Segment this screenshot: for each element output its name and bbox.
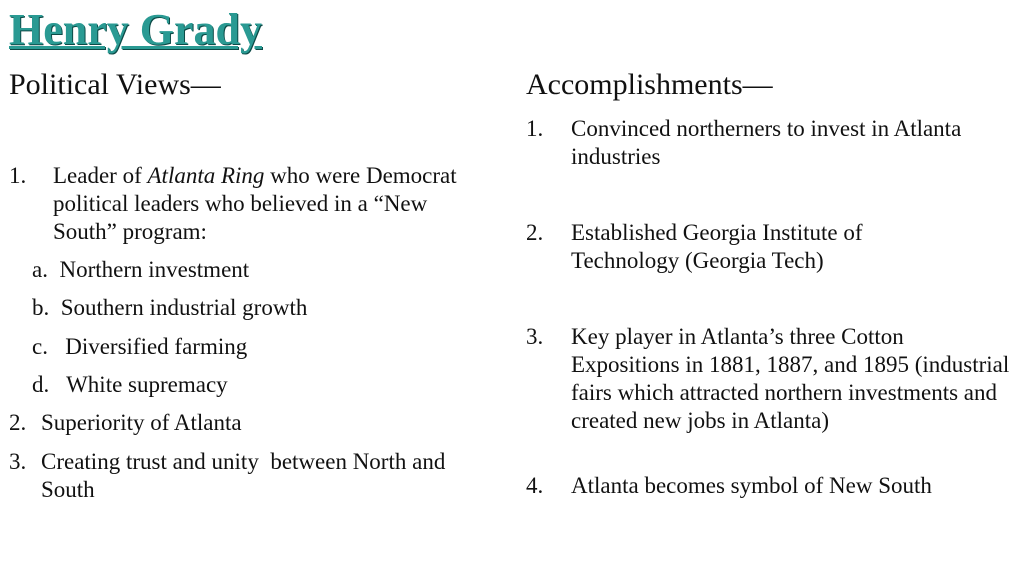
- subitem-letter: d.: [32, 372, 50, 397]
- accomplishment-item-1: [526, 115, 976, 171]
- political-item-3-number: 3.: [9, 449, 27, 474]
- accomplishment-item-3: [526, 323, 1014, 435]
- accomplishments-heading: Accomplishments—: [526, 68, 773, 101]
- political-subitem-a: [32, 256, 249, 284]
- political-subitem-d: [32, 371, 228, 399]
- political-item-3-text-content: Creating trust and unity between North and South: [41, 449, 452, 502]
- subitem-text: Diversified farming: [65, 334, 248, 359]
- accomplishment-item-4: [526, 472, 1014, 500]
- accomplishment-item-2: [526, 219, 976, 275]
- subitem-text: Northern investment: [59, 257, 250, 282]
- accomplishment-item-3-number: 3.: [526, 324, 544, 349]
- political-subitem-c: [32, 333, 247, 361]
- accomplishment-item-2-number: 2.: [526, 220, 544, 245]
- accomplishment-item-2-text: Established Georgia Institute of Technology (Georgia Tech): [571, 220, 863, 273]
- political-item-1: [9, 162, 489, 246]
- subitem-letter: a.: [32, 257, 48, 282]
- political-item-2: [9, 409, 489, 437]
- subitem-letter: c.: [32, 334, 48, 359]
- political-item-1-number: 1.: [9, 163, 27, 188]
- political-item-1-text-before: Leader of: [53, 163, 148, 188]
- political-item-3-text: [9, 448, 499, 504]
- political-item-1-text: [9, 162, 489, 246]
- accomplishment-item-4-text: Atlanta becomes symbol of New South: [571, 473, 932, 498]
- page-title: Henry Grady: [9, 5, 262, 54]
- political-item-3: [9, 448, 499, 504]
- accomplishment-item-4-number: 4.: [526, 473, 544, 498]
- subitem-text: Southern industrial growth: [60, 295, 308, 320]
- political-subitem-b: [32, 294, 307, 322]
- political-views-heading: Political Views—: [9, 68, 221, 101]
- accomplishment-item-3-text: Key player in Atlanta’s three Cotton Expositions in 1881, 1887, and 1895 (industrial fairs which attracted northern investments and created new jobs in Atlanta): [571, 324, 1010, 433]
- atlanta-ring-term: Atlanta Ring: [147, 163, 265, 188]
- accomplishment-item-1-text: Convinced northerners to invest in Atlanta industries: [571, 116, 962, 169]
- accomplishment-item-1-number: 1.: [526, 116, 544, 141]
- political-item-2-text: Superiority of Atlanta: [41, 410, 242, 435]
- subitem-text: White supremacy: [66, 372, 228, 397]
- subitem-letter: b.: [32, 295, 50, 320]
- political-item-2-number: 2.: [9, 410, 27, 435]
- political-item-1-text-after: who were Democrat political leaders who believed in a “New South” program:: [53, 163, 457, 244]
